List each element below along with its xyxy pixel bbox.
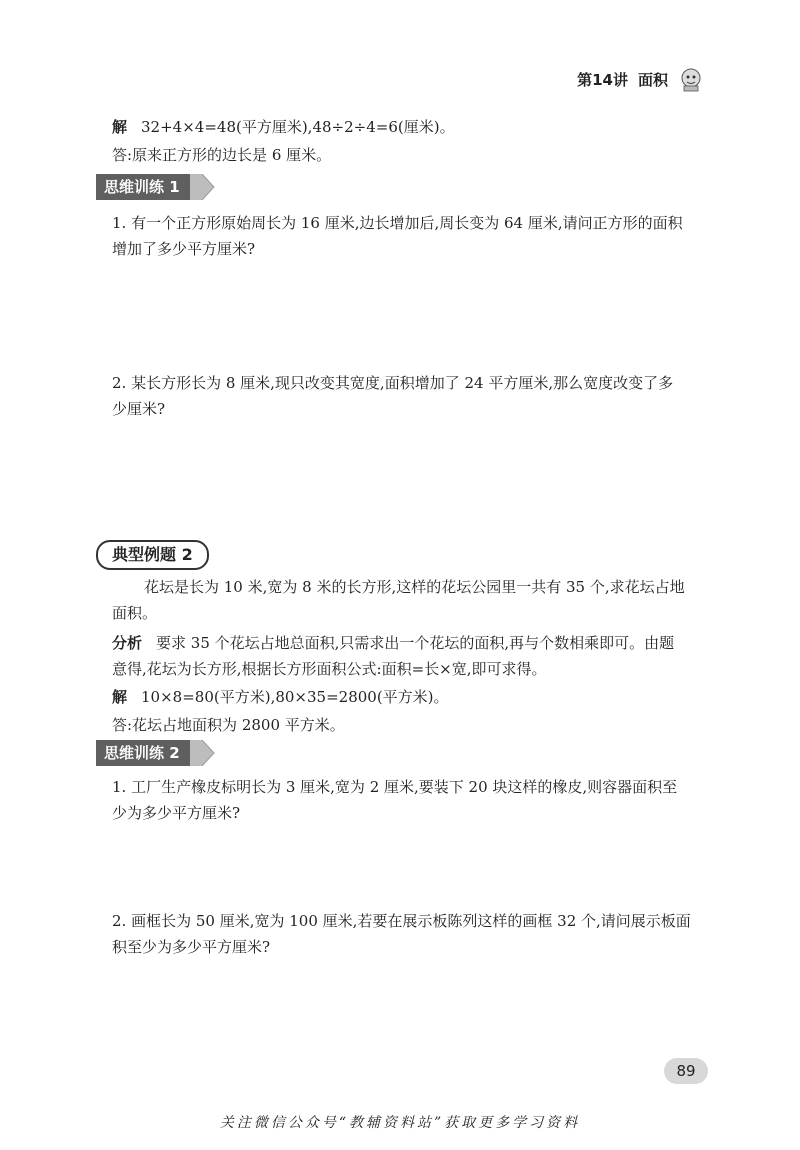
- analysis-line: 要求 35 个花坛占地总面积,只需求出一个花坛的面积,再与个数相乘即可。由题: [156, 634, 675, 652]
- question-line: 1. 有一个正方形原始周长为 16 厘米,边长增加后,周长变为 64 厘米,请问正方形的面积: [112, 214, 683, 232]
- question-line: 增加了多少平方厘米?: [112, 240, 256, 258]
- training-2-heading: [96, 740, 216, 766]
- problem-line: 面积。: [112, 604, 158, 622]
- page-header: [577, 66, 704, 92]
- training-2-q1: [112, 774, 718, 826]
- question-line: 2. 某长方形长为 8 厘米,现只改变其宽度,面积增加了 24 平方厘米,那么宽度改变了多: [112, 374, 674, 392]
- solution-1: [112, 114, 718, 140]
- training-1-heading: [96, 174, 216, 200]
- section-title: 思维训练 1: [96, 174, 190, 200]
- analysis-label: 分析: [112, 634, 143, 652]
- training-1-q2: [112, 370, 718, 422]
- mascot-icon: [678, 66, 704, 92]
- analysis-line: 意得,花坛为长方形,根据长方形面积公式:面积=长×宽,即可求得。: [112, 660, 547, 678]
- example-2-heading: 典型例题 2: [96, 540, 209, 570]
- solution-label: 解: [112, 688, 128, 706]
- question-line: 2. 画框长为 50 厘米,宽为 100 厘米,若要在展示板陈列这样的画框 32 个,请问展示板面: [112, 912, 691, 930]
- problem-line: 花坛是长为 10 米,宽为 8 米的长方形,这样的花坛公园里一共有 35 个,求花坛占地: [144, 578, 685, 596]
- question-line: 少厘米?: [112, 400, 166, 418]
- arrow-tab-icon: [190, 740, 216, 766]
- example-2-solution: [112, 684, 718, 710]
- example-2-analysis: [112, 630, 718, 682]
- example-2-problem: [112, 574, 718, 626]
- section-title: 思维训练 2: [96, 740, 190, 766]
- topic-label: 面积: [637, 70, 668, 89]
- arrow-tab-icon: [190, 174, 216, 200]
- footer-note: 关注微信公众号“教辅资料站”获取更多学习资料: [219, 1115, 581, 1131]
- solution-text: 32+4×4=48(平方厘米),48÷2÷4=6(厘米)。: [141, 118, 455, 136]
- question-line: 少为多少平方厘米?: [112, 804, 241, 822]
- question-line: 积至少为多少平方厘米?: [112, 938, 271, 956]
- solution-text: 10×8=80(平方米),80×35=2800(平方米)。: [141, 688, 449, 706]
- example-2-answer: 答:花坛占地面积为 2800 平方米。: [112, 716, 345, 734]
- question-line: 1. 工厂生产橡皮标明长为 3 厘米,宽为 2 厘米,要装下 20 块这样的橡皮,则容器面积至: [112, 778, 678, 796]
- answer-1: 答:原来正方形的边长是 6 厘米。: [112, 146, 332, 164]
- training-1-q1: [112, 210, 718, 262]
- training-2-q2: [112, 908, 718, 960]
- solution-label: 解: [112, 118, 128, 136]
- chapter-label: 第14讲: [577, 70, 628, 89]
- page-number: 89: [664, 1058, 708, 1084]
